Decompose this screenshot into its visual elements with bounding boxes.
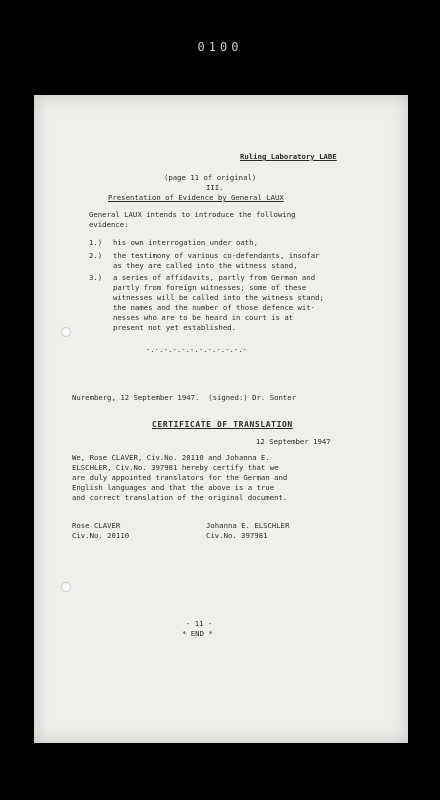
certificate-date: 12 September 1947: [256, 437, 331, 446]
section-title: Presentation of Evidence by General LAUX: [108, 193, 284, 202]
translator-civ-number: Civ.No. 20110: [72, 531, 130, 540]
intro-line: evidence:: [89, 220, 129, 229]
item-number: 2.): [89, 251, 103, 260]
item-text: nesses who are to be heard in court is at: [113, 313, 294, 322]
item-text: the names and the number of those defence wit-: [113, 303, 316, 312]
signature-line: Nuremberg, 12 September 1947. (signed:) Dr. Sonter: [72, 393, 297, 402]
certificate-text: We, Rose CLAVER, Civ.No. 20110 and Johanna E.: [72, 453, 270, 462]
certificate-text: English languages and that the above is a true: [72, 483, 275, 492]
document-page: [34, 95, 408, 743]
item-number: 1.): [89, 238, 103, 247]
header-code: Ruling Laboratory LABE: [240, 152, 337, 161]
intro-line: General LAUX intends to introduce the following: [89, 210, 296, 219]
translator-name: Rose CLAVER: [72, 521, 121, 530]
item-text: partly from foreign witnesses; some of these: [113, 283, 307, 292]
item-text: his own interrogation under oath,: [113, 238, 258, 247]
certificate-text: and correct translation of the original document.: [72, 493, 288, 502]
item-text: the testimony of various co-defendants, insofar: [113, 251, 320, 260]
item-text: a series of affidavits, partly from German and: [113, 273, 316, 282]
section-number: III.: [206, 183, 224, 192]
punch-hole: [61, 582, 71, 592]
page-note: (page 11 of original): [164, 173, 257, 182]
translator-name: Johanna E. ELSCHLER: [206, 521, 290, 530]
certificate-title: CERTIFICATE OF TRANSLATION: [152, 420, 293, 429]
film-frame-number: 0100: [197, 40, 243, 54]
item-number: 3.): [89, 273, 103, 282]
item-text: present not yet established.: [113, 323, 237, 332]
translator-civ-number: Civ.No. 397981: [206, 531, 268, 540]
separator: -.-.-.-.-.-.-.-.-.-.-.-: [146, 345, 248, 354]
certificate-text: ELSCHLER, Civ.No. 397981 hereby certify that we: [72, 463, 279, 472]
end-mark: * END *: [182, 629, 213, 638]
page-number: - 11 -: [186, 619, 213, 628]
punch-hole: [61, 327, 71, 337]
item-text: as they are called into the witness stand,: [113, 261, 298, 270]
certificate-text: are duly appointed translators for the German and: [72, 473, 288, 482]
item-text: witnesses will be called into the witness stand;: [113, 293, 324, 302]
